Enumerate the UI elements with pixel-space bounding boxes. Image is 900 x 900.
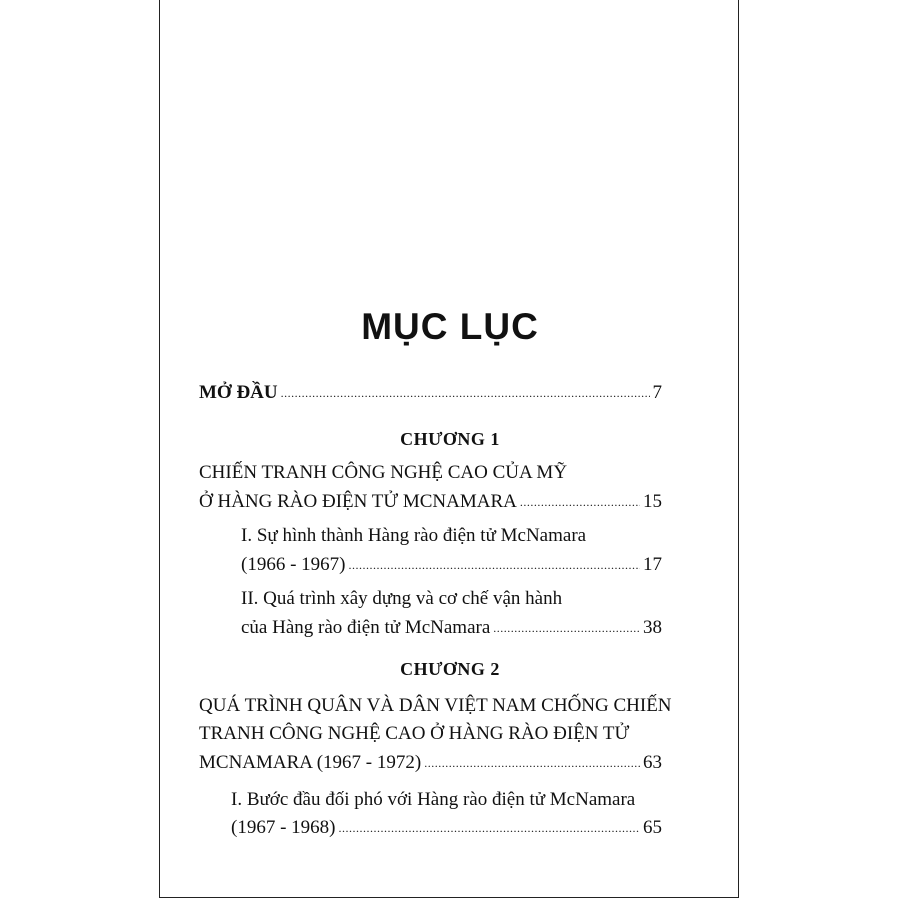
toc-entry-chapter-2[interactable] xyxy=(199,750,662,777)
section-title-line: của Hàng rào điện tử McNamara xyxy=(241,617,491,638)
toc-page-number: 65 xyxy=(643,817,662,838)
dot-leader xyxy=(520,489,640,515)
toc-entry-section[interactable] xyxy=(241,615,662,642)
chapter-title-line: CHIẾN TRANH CÔNG NGHỆ CAO CỦA MỸ xyxy=(199,462,568,483)
section-title-line: I. Bước đầu đối phó với Hàng rào điện tử McNamara xyxy=(231,789,636,810)
section-title-line: I. Sự hình thành Hàng rào điện tử McNamara xyxy=(241,525,587,546)
chapter-title-line: TRANH CÔNG NGHỆ CAO Ở HÀNG RÀO ĐIỆN TỬ xyxy=(199,723,630,744)
section-title-line: (1966 - 1967) xyxy=(241,554,346,575)
dot-leader xyxy=(424,750,640,776)
toc-page-number: 38 xyxy=(643,617,662,638)
chapter-title-line: Ở HÀNG RÀO ĐIỆN TỬ MCNAMARA xyxy=(199,491,517,512)
toc-entry-intro[interactable] xyxy=(199,380,662,407)
toc-page-number: 15 xyxy=(643,491,662,512)
toc-entry-label: MỞ ĐẦU xyxy=(199,382,278,403)
toc-page-number: 7 xyxy=(652,382,662,403)
toc-entry-section[interactable] xyxy=(241,552,662,579)
dot-leader xyxy=(348,552,640,578)
page-title: MỤC LỤC xyxy=(361,306,539,347)
section-title-line: II. Quá trình xây dựng và cơ chế vận hành xyxy=(241,588,563,609)
toc-entry-chapter-1[interactable] xyxy=(199,489,662,516)
chapter-title-line: QUÁ TRÌNH QUÂN VÀ DÂN VIỆT NAM CHỐNG CHIẾN xyxy=(199,695,672,716)
dot-leader xyxy=(493,615,640,641)
dot-leader xyxy=(281,380,650,406)
toc-page-number: 17 xyxy=(643,554,662,575)
toc-page-number: 63 xyxy=(643,752,662,773)
toc-entry-section[interactable] xyxy=(231,815,662,842)
chapter-title-line: MCNAMARA (1967 - 1972) xyxy=(199,752,422,773)
section-title-line: (1967 - 1968) xyxy=(231,817,336,838)
chapter-heading-2: CHƯƠNG 2 xyxy=(400,659,500,679)
chapter-heading-1: CHƯƠNG 1 xyxy=(400,429,500,449)
dot-leader xyxy=(338,815,640,841)
